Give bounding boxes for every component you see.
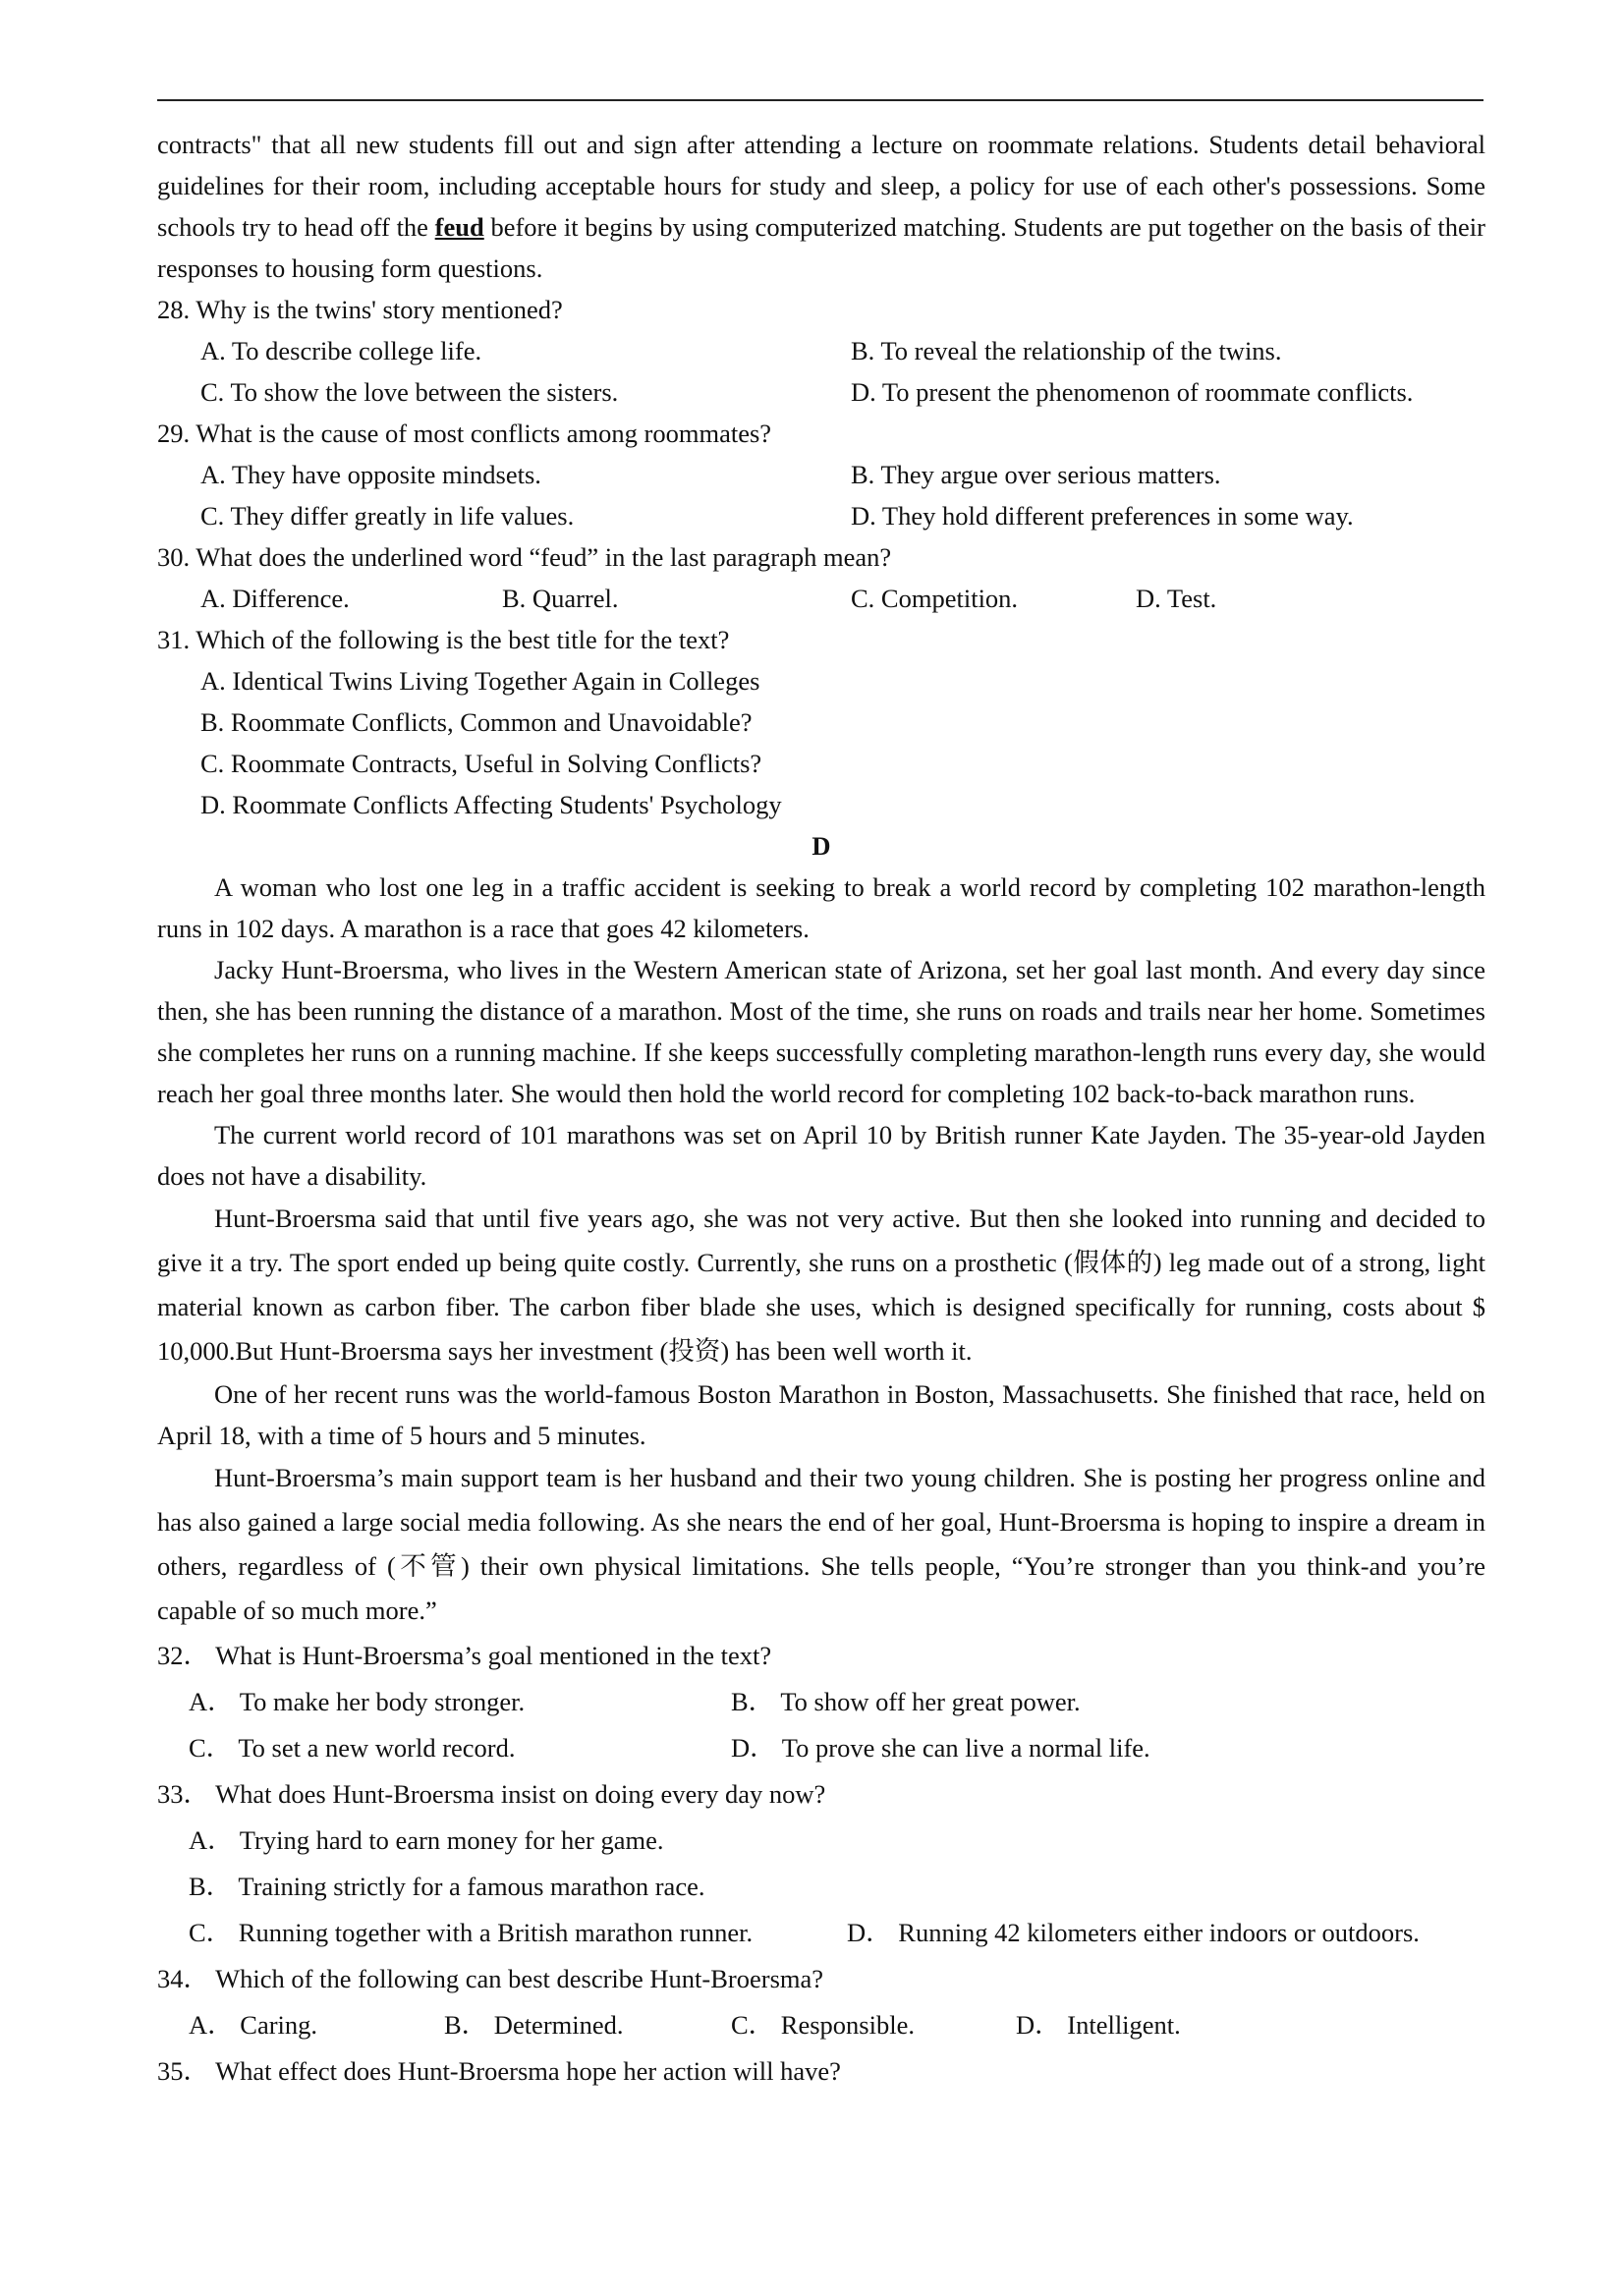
option-c: C. Roommate Contracts, Useful in Solving Conflicts?: [200, 749, 762, 778]
option-a: A． Trying hard to earn money for her game.: [189, 1825, 664, 1855]
option-c: C． To set a new world record.: [189, 1733, 516, 1763]
header-rule: [157, 99, 1483, 101]
option-c: C. They differ greatly in life values.: [200, 501, 575, 531]
question-28-stem: 28. Why is the twins' story mentioned?: [157, 295, 563, 324]
option-a: A. Difference.: [200, 584, 350, 613]
question-29-stem: 29. What is the cause of most conflicts among roommates?: [157, 419, 772, 448]
question-28-options-row2: [157, 371, 1485, 413]
section-d-paragraph-2: Jacky Hunt-Broersma, who lives in the Western American state of Arizona, set her goal last month. And every day since then, she has been running the distance of a marathon. Most of the time, she runs on roads and trails near her home. Sometimes she completes her runs on a running machine. If she keeps successfully completing marathon-length runs every day, she would reach her goal three months later. She would then hold the world record for completing 102 back-to-back marathon runs.: [157, 955, 1485, 1108]
question-35-stem: 35． What effect does Hunt-Broersma hope her action will have?: [157, 2056, 841, 2086]
option-a: A. They have opposite mindsets.: [200, 460, 541, 489]
option-d: D． To prove she can live a normal life.: [731, 1733, 1150, 1763]
section-d-heading: D: [812, 831, 831, 861]
question-33-options-row: [157, 1910, 1485, 1956]
option-d: D. To present the phenomenon of roommate conflicts.: [851, 377, 1414, 407]
option-c: C． Running together with a British marathon runner.: [189, 1918, 754, 1947]
section-d-paragraph-1: A woman who lost one leg in a traffic accident is seeking to break a world record by completing 102 marathon-length runs in 102 days. A marathon is a race that goes 42 kilometers.: [157, 872, 1485, 943]
option-d: D. Test.: [1136, 584, 1217, 613]
question-31-stem: 31. Which of the following is the best title for the text?: [157, 625, 730, 654]
option-d: D. They hold different preferences in some way.: [851, 501, 1354, 531]
option-a: A． Caring.: [189, 2010, 318, 2040]
option-b: B. Quarrel.: [502, 584, 619, 613]
question-32-stem: 32． What is Hunt-Broersma’s goal mentioned in the text?: [157, 1641, 772, 1670]
section-d-paragraph-6: Hunt-Broersma’s main support team is her husband and their two young children. She is posting her progress online and has also gained a large social media following. As she nears the end of her goal, Hunt-Broersma is hoping to inspire a dream in others, regardless of (不管) their own physical limitations. She tells people, “You’re stronger than you think-and you’re capable of so much more.”: [157, 1463, 1485, 1625]
section-d-paragraph-4: Hunt-Broersma said that until five years ago, she was not very active. But then she looked into running and decided to give it a try. The sport ended up being quite costly. Currently, she runs on a prosthetic (假体的) leg made out of a strong, light material known as carbon fiber. The carbon fiber blade she uses, which is designed specifically for running, costs about $ 10,000.But Hunt-Broersma says her investment (投资) has been well worth it.: [157, 1204, 1485, 1366]
question-30-stem: 30. What does the underlined word “feud” in the last paragraph mean?: [157, 542, 892, 572]
option-b: B. To reveal the relationship of the twins.: [851, 336, 1282, 365]
question-34-stem: 34． Which of the following can best describe Hunt-Broersma?: [157, 1964, 824, 1993]
option-d: D. Roommate Conflicts Affecting Students' Psychology: [200, 790, 782, 819]
option-c: C. To show the love between the sisters.: [200, 377, 619, 407]
option-c: C． Responsible.: [731, 2010, 915, 2040]
option-a: A． To make her body stronger.: [189, 1687, 526, 1716]
passage-c-tail: contracts" that all new students fill out and sign after attending a lecture on roommate relations. Students detail behavioral guidelines for their room, including acceptable hours for study and sleep, a policy for use of each other's possessions. Some schools try to head off the feud before it begins by using computerized matching. Students are put together on the basis of their responses to housing form questions.: [157, 130, 1485, 283]
question-34-options: [157, 2002, 1485, 2048]
underlined-word: feud: [434, 212, 484, 242]
option-a: A. To describe college life.: [200, 336, 482, 365]
option-d: D． Intelligent.: [1016, 2010, 1181, 2040]
option-b: B． Determined.: [444, 2010, 624, 2040]
page-content: [157, 124, 1485, 2095]
option-b: B. Roommate Conflicts, Common and Unavoidable?: [200, 707, 753, 737]
option-b: B． To show off her great power.: [731, 1687, 1081, 1716]
section-d-paragraph-3: The current world record of 101 marathons was set on April 10 by British runner Kate Jayden. The 35-year-old Jayden does not have a disability.: [157, 1120, 1485, 1191]
option-d: D． Running 42 kilometers either indoors or outdoors.: [847, 1918, 1420, 1947]
question-33-stem: 33． What does Hunt-Broersma insist on doing every day now?: [157, 1779, 826, 1809]
question-30-options: [157, 578, 1485, 619]
question-28-options-row1: [157, 330, 1485, 371]
option-b: B． Training strictly for a famous marathon race.: [189, 1872, 705, 1901]
option-a: A. Identical Twins Living Together Again in Colleges: [200, 666, 760, 696]
section-d-paragraph-5: One of her recent runs was the world-famous Boston Marathon in Boston, Massachusetts. She finished that race, held on April 18, with a time of 5 hours and 5 minutes.: [157, 1379, 1485, 1450]
question-29-options-row1: [157, 454, 1485, 495]
question-29-options-row2: [157, 495, 1485, 536]
option-c: C. Competition.: [851, 584, 1019, 613]
question-32-options-row1: [157, 1679, 1485, 1725]
question-32-options-row2: [157, 1725, 1485, 1771]
option-b: B. They argue over serious matters.: [851, 460, 1221, 489]
